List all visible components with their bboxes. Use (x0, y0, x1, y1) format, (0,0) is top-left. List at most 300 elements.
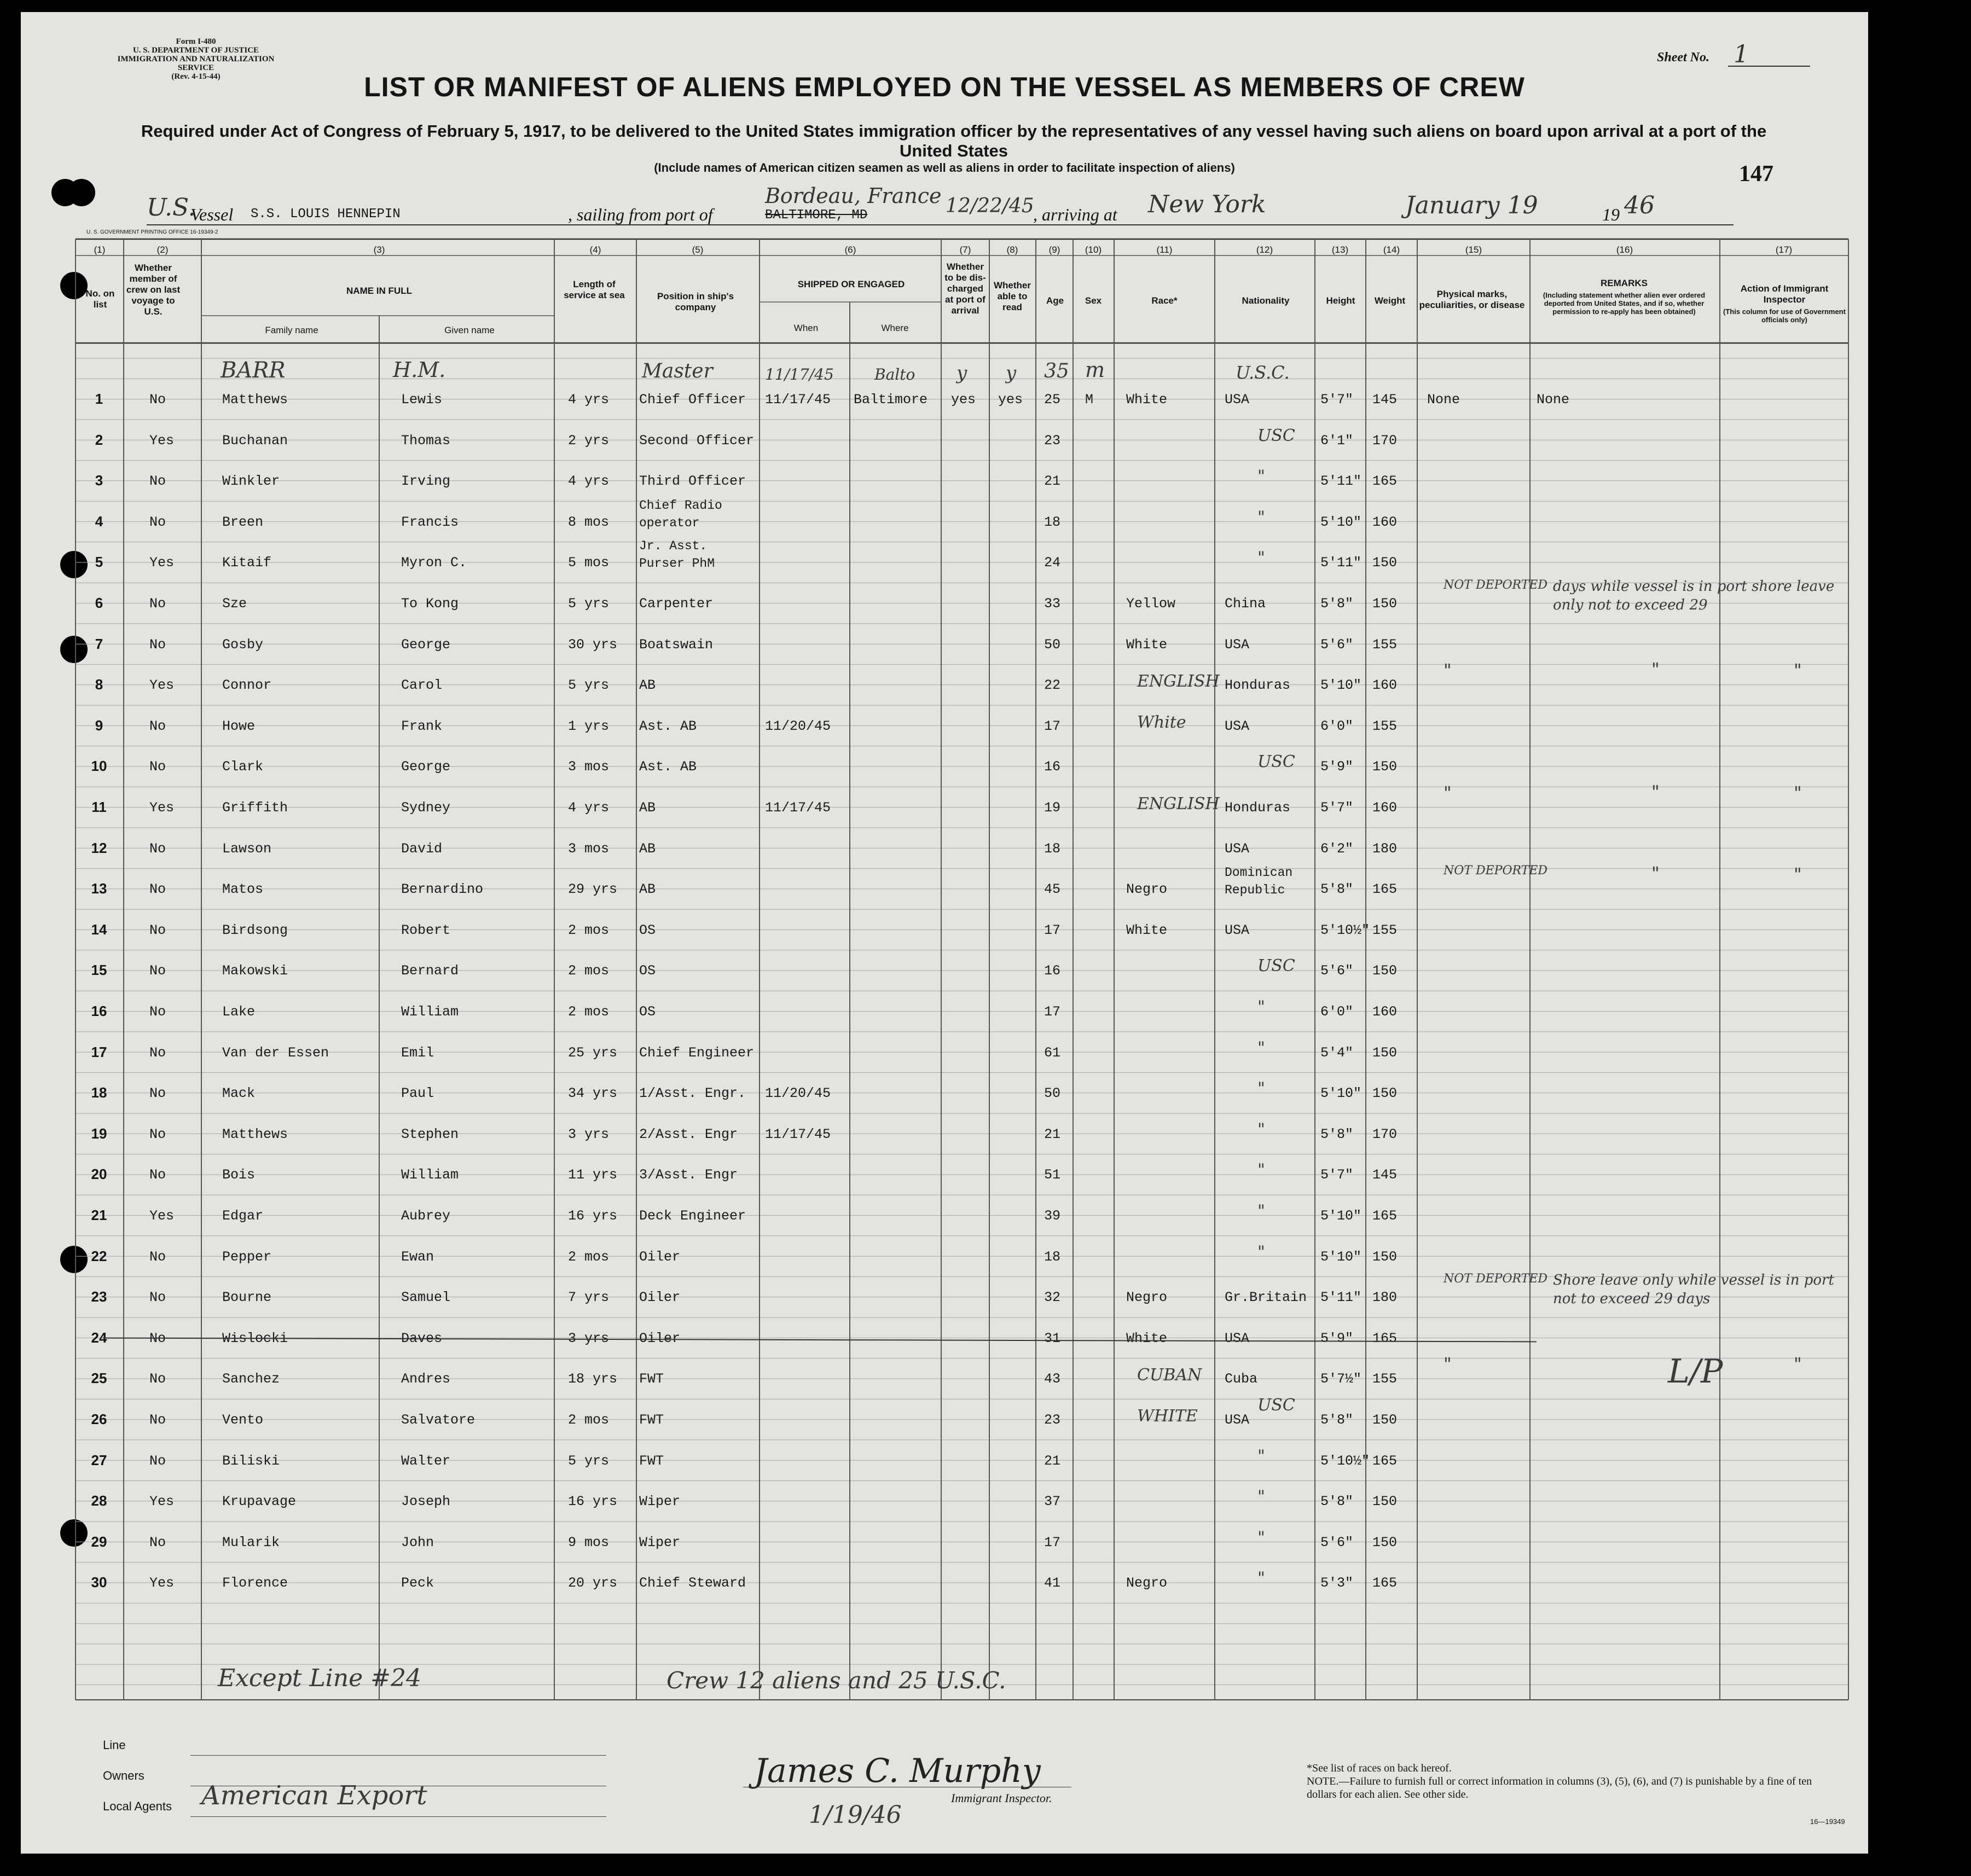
agents-underline (190, 1816, 606, 1817)
length-of-service: 1 yrs (568, 718, 610, 734)
given-name: George (401, 636, 451, 653)
height: 5'11" (1320, 1290, 1362, 1306)
member-last-voyage: No (149, 514, 166, 530)
length-of-service: 3 yrs (568, 1126, 610, 1142)
weight: 150 (1372, 1412, 1398, 1428)
member-last-voyage: Yes (149, 1494, 175, 1510)
year-prefix: 19 (1602, 205, 1620, 224)
race: White (1126, 922, 1168, 938)
weight: 165 (1372, 1575, 1398, 1592)
position: Ast. AB (639, 759, 697, 775)
length-of-service: 2 mos (568, 1248, 610, 1265)
age: 50 (1044, 1085, 1061, 1102)
column-number: (12) (1256, 245, 1273, 255)
position: Chief Officer (639, 392, 746, 408)
position: 1/Asst. Engr. (639, 1085, 746, 1102)
position: AB (639, 677, 656, 694)
height: 5'3" (1320, 1575, 1354, 1592)
height: 5'10" (1320, 1208, 1362, 1224)
nationality: USA (1225, 718, 1250, 734)
family-name: Van der Essen (222, 1044, 329, 1061)
member-last-voyage: No (149, 636, 166, 653)
punch-hole (68, 179, 95, 206)
position: AB (639, 800, 656, 816)
member-last-voyage: No (149, 1371, 166, 1387)
member-last-voyage: No (149, 963, 166, 979)
height: 5'8" (1320, 881, 1354, 898)
master-position: Master (642, 360, 713, 382)
height: 5'10" (1320, 677, 1362, 694)
weight: 145 (1372, 392, 1398, 408)
given-name: Bernardino (401, 881, 484, 898)
age: 21 (1044, 1126, 1061, 1142)
row-number: 8 (95, 676, 103, 693)
given-name: Stephen (401, 1126, 459, 1142)
position: AB (639, 881, 656, 898)
nationality-handwritten: " (1257, 1201, 1265, 1221)
age: 18 (1044, 514, 1061, 530)
height: 5'10" (1320, 1085, 1362, 1102)
age: 22 (1044, 677, 1061, 694)
position: Oiler (639, 1290, 681, 1306)
weight: 160 (1372, 1004, 1398, 1020)
member-last-voyage: No (149, 1167, 166, 1183)
column-number: (5) (692, 245, 704, 255)
height: 5'11" (1320, 473, 1362, 490)
age: 31 (1044, 1330, 1061, 1346)
manifest-sheet (21, 12, 1868, 1854)
member-last-voyage: Yes (149, 1208, 175, 1224)
row-number: 3 (95, 472, 103, 489)
remarks: None (1537, 392, 1570, 408)
height: 6'0" (1320, 1004, 1354, 1020)
age: 61 (1044, 1044, 1061, 1061)
weight: 160 (1372, 677, 1398, 694)
weight: 170 (1372, 432, 1398, 449)
nationality-handwritten: " (1257, 1160, 1265, 1180)
column-number: (6) (844, 245, 856, 255)
height: 5'8" (1320, 1126, 1354, 1142)
member-last-voyage: No (149, 596, 166, 612)
master-family-name: BARR (221, 358, 286, 383)
position: FWT (639, 1453, 664, 1469)
height: 5'7½" (1320, 1371, 1362, 1387)
nationality-handwritten: " (1257, 1038, 1265, 1058)
weight: 165 (1372, 881, 1398, 898)
row-number: 2 (95, 431, 103, 448)
column-number: (14) (1383, 245, 1400, 255)
family-name: Gosby (222, 636, 264, 653)
column-number: (10) (1085, 245, 1102, 255)
nationality: Cuba (1225, 1371, 1258, 1387)
row-number: 24 (91, 1329, 107, 1346)
row-number: 5 (95, 554, 103, 571)
height: 6'2" (1320, 840, 1354, 857)
position: 3/Asst. Engr (639, 1167, 738, 1183)
remarks-handwritten: Shore leave only while vessel is in port not to exceed 29 days (1553, 1272, 1834, 1308)
position: Second Officer (639, 432, 755, 449)
vessel-line (147, 184, 1788, 225)
nationality-handwritten: " (1257, 1446, 1265, 1466)
department-name: U. S. DEPARTMENT OF JUSTICE (132, 46, 259, 55)
length-of-service: 2 mos (568, 922, 610, 938)
race: Negro (1126, 1290, 1168, 1306)
remarks-handwritten: " (1651, 863, 1660, 884)
member-last-voyage: No (149, 1534, 166, 1550)
master-nationality: U.S.C. (1236, 362, 1290, 383)
member-last-voyage: No (149, 1412, 166, 1428)
weight: 150 (1372, 555, 1398, 571)
age: 21 (1044, 1453, 1061, 1469)
nationality-handwritten: " (1257, 1079, 1265, 1099)
family-name: Matthews (222, 392, 288, 408)
family-name: Matthews (222, 1126, 288, 1142)
header-action-note: (This column for use of Government officials only) (1723, 307, 1846, 324)
local-agents-label: Local Agents (103, 1799, 172, 1813)
length-of-service: 4 yrs (568, 392, 610, 408)
given-name: Joseph (401, 1494, 451, 1510)
position: Third Officer (639, 473, 746, 490)
row-number: 7 (95, 635, 103, 652)
weight: 155 (1372, 922, 1398, 938)
service-name: IMMIGRATION AND NATURALIZATION SERVICE (117, 55, 275, 72)
weight: 150 (1372, 596, 1398, 612)
member-last-voyage: No (149, 1248, 166, 1265)
action-handwritten: " (1794, 1354, 1802, 1375)
family-name: Connor (222, 677, 272, 694)
master-sex: m (1085, 358, 1105, 382)
height: 5'9" (1320, 759, 1354, 775)
page-subtitle: Required under Act of Congress of February 5, 1917, to be delivered to the United States immigration officer by the representatives of any vessel having such aliens on board upon arrival at a port of the United States (141, 121, 1767, 160)
height: 5'6" (1320, 1534, 1354, 1550)
height: 5'11" (1320, 555, 1362, 571)
action-handwritten: " (1794, 782, 1802, 803)
length-of-service: 2 mos (568, 963, 610, 979)
position: Oiler (639, 1330, 681, 1346)
master-where: Balto (874, 365, 915, 384)
family-name: Matos (222, 881, 264, 898)
column-number: (16) (1616, 245, 1633, 255)
row-number: 20 (91, 1166, 107, 1183)
weight: 155 (1372, 1371, 1398, 1387)
nationality-handwritten: " (1257, 1487, 1265, 1507)
race: White (1126, 1330, 1168, 1346)
column-number: (9) (1048, 245, 1060, 255)
master-given-name: H.M. (393, 358, 446, 382)
member-last-voyage: Yes (149, 1575, 175, 1592)
age: 41 (1044, 1575, 1061, 1592)
given-name: Bernard (401, 963, 459, 979)
length-of-service: 34 yrs (568, 1085, 618, 1102)
length-of-service: 5 yrs (568, 677, 610, 694)
age: 50 (1044, 636, 1061, 653)
position: FWT (639, 1371, 664, 1387)
given-name: Lewis (401, 392, 443, 408)
sex: M (1085, 392, 1094, 408)
local-agents-handwritten: American Export (201, 1780, 427, 1811)
age: 25 (1044, 392, 1061, 408)
position: Jr. Asst. Purser PhM (639, 539, 715, 571)
given-name: George (401, 759, 451, 775)
row-number: 30 (91, 1574, 107, 1591)
footer-fields (103, 1730, 172, 1822)
member-last-voyage: No (149, 1044, 166, 1061)
height: 6'1" (1320, 432, 1354, 449)
member-last-voyage: No (149, 1126, 166, 1142)
master-age: 35 (1044, 360, 1069, 382)
age: 18 (1044, 840, 1061, 857)
member-last-voyage: No (149, 1330, 166, 1346)
nationality-handwritten: " (1257, 507, 1265, 527)
weight: 150 (1372, 963, 1398, 979)
page-subnote: (Include names of American citizen seamen as well as aliens in order to facilitate inspection of aliens) (654, 161, 1235, 175)
nationality-handwritten: USC (1257, 752, 1295, 772)
form-number: Form I-480 (176, 37, 216, 46)
weight: 165 (1372, 473, 1398, 490)
given-name: Andres (401, 1371, 451, 1387)
header-action-inspector: Action of Immigrant Inspector (1740, 283, 1829, 305)
row-number: 23 (91, 1288, 107, 1305)
length-of-service: 9 mos (568, 1534, 610, 1550)
physical-marks-handwritten: " (1444, 660, 1452, 681)
length-of-service: 2 mos (568, 1412, 610, 1428)
given-name: Walter (401, 1453, 451, 1469)
height: 5'9" (1320, 1330, 1354, 1346)
header-member-last-voyage: Whether member of crew on last voyage to U.S. (126, 263, 181, 317)
nationality: Honduras (1225, 800, 1291, 816)
sailing-date-handwritten: 12/22/45 (946, 195, 1034, 217)
row-number: 18 (91, 1084, 107, 1101)
position: OS (639, 963, 656, 979)
header-able-to-read: Whether able to read (994, 280, 1031, 312)
page-number: 147 (1739, 161, 1773, 187)
header-discharged: Whether to be dis-charged at port of arrival (944, 262, 986, 316)
member-last-voyage: No (149, 881, 166, 898)
race-handwritten: WHITE (1137, 1407, 1198, 1426)
header-name-in-full: NAME IN FULL (346, 286, 412, 296)
position: FWT (639, 1412, 664, 1428)
year-handwritten: 46 (1624, 191, 1655, 219)
sheet-number-label: Sheet No. (1657, 50, 1709, 65)
column-number: (11) (1156, 245, 1173, 255)
vessel-label: Vessel (190, 205, 234, 224)
remarks-handwritten: " (1651, 781, 1660, 802)
weight: 160 (1372, 800, 1398, 816)
nationality: Honduras (1225, 677, 1291, 694)
weight: 150 (1372, 759, 1398, 775)
header-no-on-list: No. on list (85, 288, 115, 310)
age: 51 (1044, 1167, 1061, 1183)
weight: 180 (1372, 1290, 1398, 1306)
height: 5'10½" (1320, 1453, 1370, 1469)
height: 5'6" (1320, 636, 1354, 653)
column-number: (13) (1331, 245, 1349, 255)
given-name: Frank (401, 718, 443, 734)
given-name: Paul (401, 1085, 434, 1102)
nationality: USA (1225, 636, 1250, 653)
nationality: Gr.Britain (1225, 1290, 1307, 1306)
family-name: Vento (222, 1412, 264, 1428)
vessel-name: S.S. LOUIS HENNEPIN (251, 207, 401, 222)
weight: 145 (1372, 1167, 1398, 1183)
inspector-label: Immigrant Inspector. (951, 1791, 1052, 1805)
column-number: (2) (156, 245, 169, 255)
length-of-service: 3 mos (568, 840, 610, 857)
position: Wiper (639, 1534, 681, 1550)
row-number: 22 (91, 1247, 107, 1264)
length-of-service: 5 mos (568, 555, 610, 571)
nationality-handwritten: " (1257, 1527, 1265, 1547)
member-last-voyage: No (149, 392, 166, 408)
position: OS (639, 1004, 656, 1020)
family-name: Pepper (222, 1248, 272, 1265)
member-last-voyage: No (149, 718, 166, 734)
weight: 165 (1372, 1453, 1398, 1469)
member-last-voyage: No (149, 1453, 166, 1469)
position: 2/Asst. Engr (639, 1126, 738, 1142)
family-name: Florence (222, 1575, 288, 1592)
length-of-service: 25 yrs (568, 1044, 618, 1061)
departure-port-handwritten: Bordeau, France (765, 184, 942, 208)
row-number: 26 (91, 1411, 107, 1427)
member-last-voyage: Yes (149, 555, 175, 571)
nationality-handwritten: USC (1257, 956, 1295, 976)
height: 5'8" (1320, 1494, 1354, 1510)
weight: 150 (1372, 1085, 1398, 1102)
row-number: 9 (95, 717, 103, 734)
row-number: 1 (95, 391, 103, 407)
age: 37 (1044, 1494, 1061, 1510)
length-of-service: 16 yrs (568, 1208, 618, 1224)
age: 18 (1044, 1248, 1061, 1265)
height: 6'0" (1320, 718, 1354, 734)
height: 5'6" (1320, 963, 1354, 979)
length-of-service: 3 mos (568, 759, 610, 775)
flag-handwritten: U.S. (147, 194, 196, 222)
column-number: (15) (1465, 245, 1482, 255)
row-number: 12 (91, 839, 107, 856)
sheet-number-value: 1 (1734, 40, 1749, 68)
age: 24 (1044, 555, 1061, 571)
given-name: Ewan (401, 1248, 434, 1265)
signature-date: 1/19/46 (809, 1801, 902, 1829)
height: 5'10½" (1320, 922, 1370, 938)
physical-marks-handwritten: NOT DEPORTED (1444, 578, 1548, 592)
remarks-handwritten: L/P (1668, 1352, 1723, 1391)
member-last-voyage: No (149, 922, 166, 938)
able-to-read: yes (998, 392, 1023, 408)
form-code: 16—19349 (1810, 1817, 1845, 1826)
weight: 150 (1372, 1044, 1398, 1061)
given-name: Peck (401, 1575, 434, 1592)
weight: 150 (1372, 1534, 1398, 1550)
family-name: Griffith (222, 800, 288, 816)
family-name: Howe (222, 718, 256, 734)
master-discharged: y (956, 362, 967, 384)
nationality: USA (1225, 840, 1250, 857)
nationality-handwritten: USC (1257, 426, 1295, 445)
family-name: Biliski (222, 1453, 280, 1469)
family-name: Winkler (222, 473, 280, 490)
length-of-service: 2 yrs (568, 432, 610, 449)
length-of-service: 7 yrs (568, 1290, 610, 1306)
family-name: Krupavage (222, 1494, 297, 1510)
member-last-voyage: Yes (149, 800, 175, 816)
header-age: Age (1046, 295, 1064, 306)
length-of-service: 30 yrs (568, 636, 618, 653)
physical-marks-handwritten: NOT DEPORTED (1444, 1272, 1548, 1286)
owners-label: Owners (103, 1769, 144, 1782)
age: 33 (1044, 596, 1061, 612)
height: 5'7" (1320, 800, 1354, 816)
header-family-name: Family name (265, 325, 318, 335)
given-name: Daves (401, 1330, 443, 1346)
nationality-handwritten: " (1257, 997, 1265, 1017)
footnote-penalty: NOTE.—Failure to furnish full or correct information in columns (3), (5), (6), and (7) is punishable by a fine of ten dollars for each alien. See other side. (1307, 1775, 1812, 1801)
given-name: John (401, 1534, 434, 1550)
row-number: 19 (91, 1125, 107, 1142)
age: 43 (1044, 1371, 1061, 1387)
family-name: Kitaif (222, 555, 272, 571)
position: Ast. AB (639, 718, 697, 734)
row-number: 11 (91, 799, 107, 815)
header-remarks: REMARKS (1601, 278, 1648, 288)
race: White (1126, 636, 1168, 653)
nationality: USA (1225, 392, 1250, 408)
weight: 155 (1372, 718, 1398, 734)
page-title: LIST OR MANIFEST OF ALIENS EMPLOYED ON THE VESSEL AS MEMBERS OF CREW (364, 72, 1525, 102)
age: 16 (1044, 759, 1061, 775)
length-of-service: 8 mos (568, 514, 610, 530)
shipped-when: 11/17/45 (765, 392, 831, 408)
arrival-date-handwritten: January 19 (1405, 191, 1538, 219)
age: 23 (1044, 1412, 1061, 1428)
row-number: 25 (91, 1370, 107, 1387)
given-name: David (401, 840, 443, 857)
family-name: Edgar (222, 1208, 264, 1224)
family-name: Buchanan (222, 432, 288, 449)
position: Chief Steward (639, 1575, 746, 1592)
height: 5'7" (1320, 392, 1354, 408)
nationality-handwritten: " (1257, 1569, 1265, 1588)
member-last-voyage: Yes (149, 432, 175, 449)
given-name: Sydney (401, 800, 451, 816)
length-of-service: 18 yrs (568, 1371, 618, 1387)
family-name: Bourne (222, 1290, 272, 1306)
given-name: Salvatore (401, 1412, 476, 1428)
header-length-of-service: Length of service at sea (564, 279, 625, 300)
header-physical-marks: Physical marks, peculiarities, or disease (1419, 289, 1525, 310)
row-number: 13 (91, 880, 107, 897)
race: Negro (1126, 881, 1168, 898)
member-last-voyage: No (149, 1290, 166, 1306)
position: Chief Engineer (639, 1044, 755, 1061)
length-of-service: 29 yrs (568, 881, 618, 898)
age: 19 (1044, 800, 1061, 816)
row-number: 28 (91, 1492, 107, 1509)
line-underline (190, 1755, 606, 1756)
age: 17 (1044, 1534, 1061, 1550)
header-shipped-engaged: SHIPPED OR ENGAGED (797, 279, 905, 289)
sailing-label: , sailing from port of (568, 205, 713, 224)
age: 32 (1044, 1290, 1061, 1306)
height: 5'10" (1320, 514, 1362, 530)
shipped-where: Baltimore (854, 392, 928, 408)
position: OS (639, 922, 656, 938)
member-last-voyage: Yes (149, 677, 175, 694)
line-label: Line (103, 1738, 126, 1752)
departure-port-typed: BALTIMORE, MD (765, 208, 868, 223)
